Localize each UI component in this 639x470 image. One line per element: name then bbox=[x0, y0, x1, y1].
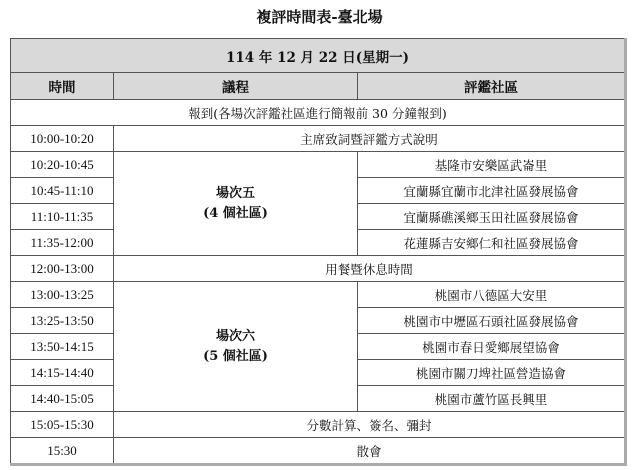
session-name: 場次六 bbox=[215, 328, 255, 344]
community-cell: 桃園市關刀埤社區營造協會 bbox=[358, 360, 626, 386]
community-cell: 基隆市安樂區武崙里 bbox=[358, 152, 626, 178]
schedule-table bbox=[10, 38, 627, 466]
time-cell: 15:30 bbox=[11, 438, 114, 465]
table-row bbox=[11, 126, 626, 152]
session-count: (5 個社區) bbox=[203, 348, 268, 364]
table-row bbox=[11, 152, 626, 178]
agenda-cell: 主席致詞暨評鑑方式說明 bbox=[114, 126, 626, 152]
session-six-cell bbox=[114, 282, 358, 412]
time-cell: 12:00-13:00 bbox=[11, 256, 114, 282]
checkin-row bbox=[11, 100, 626, 126]
time-cell: 15:05-15:30 bbox=[11, 412, 114, 438]
table-row bbox=[11, 412, 626, 438]
community-cell: 宜蘭縣礁溪鄉玉田社區發展協會 bbox=[358, 204, 626, 230]
date-cell: 114 年 12 月 22 日(星期一) bbox=[11, 39, 626, 73]
community-cell: 桃園市蘆竹區長興里 bbox=[358, 386, 626, 412]
community-cell: 桃園市八德區大安里 bbox=[358, 282, 626, 308]
date-row bbox=[11, 39, 626, 73]
community-cell: 宜蘭縣宜蘭市北津社區發展協會 bbox=[358, 178, 626, 204]
agenda-cell: 散會 bbox=[114, 438, 626, 465]
time-cell: 14:15-14:40 bbox=[11, 360, 114, 386]
session-count: (4 個社區) bbox=[203, 205, 268, 221]
time-cell: 13:00-13:25 bbox=[11, 282, 114, 308]
community-cell: 桃園市春日愛鄉展望協會 bbox=[358, 334, 626, 360]
time-cell: 10:45-11:10 bbox=[11, 178, 114, 204]
header-time: 時間 bbox=[11, 73, 114, 100]
session-five-cell bbox=[114, 152, 358, 256]
table-row bbox=[11, 438, 626, 465]
time-cell: 13:50-14:15 bbox=[11, 334, 114, 360]
time-cell: 10:20-10:45 bbox=[11, 152, 114, 178]
time-cell: 14:40-15:05 bbox=[11, 386, 114, 412]
time-cell: 13:25-13:50 bbox=[11, 308, 114, 334]
time-cell: 10:00-10:20 bbox=[11, 126, 114, 152]
header-community: 評鑑社區 bbox=[358, 73, 626, 100]
agenda-cell: 分數計算、簽名、彌封 bbox=[114, 412, 626, 438]
time-cell: 11:10-11:35 bbox=[11, 204, 114, 230]
community-cell: 花蓮縣吉安鄉仁和社區發展協會 bbox=[358, 230, 626, 256]
page-title: 複評時間表-臺北場 bbox=[256, 8, 383, 26]
community-cell: 桃園市中壢區石頭社區發展協會 bbox=[358, 308, 626, 334]
table-row bbox=[11, 256, 626, 282]
time-cell: 11:35-12:00 bbox=[11, 230, 114, 256]
agenda-cell: 用餐暨休息時間 bbox=[114, 256, 626, 282]
table-row bbox=[11, 282, 626, 308]
header-agenda: 議程 bbox=[114, 73, 358, 100]
session-name: 場次五 bbox=[215, 185, 255, 201]
checkin-text: 報到(各場次評鑑社區進行簡報前 30 分鐘報到) bbox=[11, 100, 626, 126]
header-row bbox=[11, 73, 626, 100]
